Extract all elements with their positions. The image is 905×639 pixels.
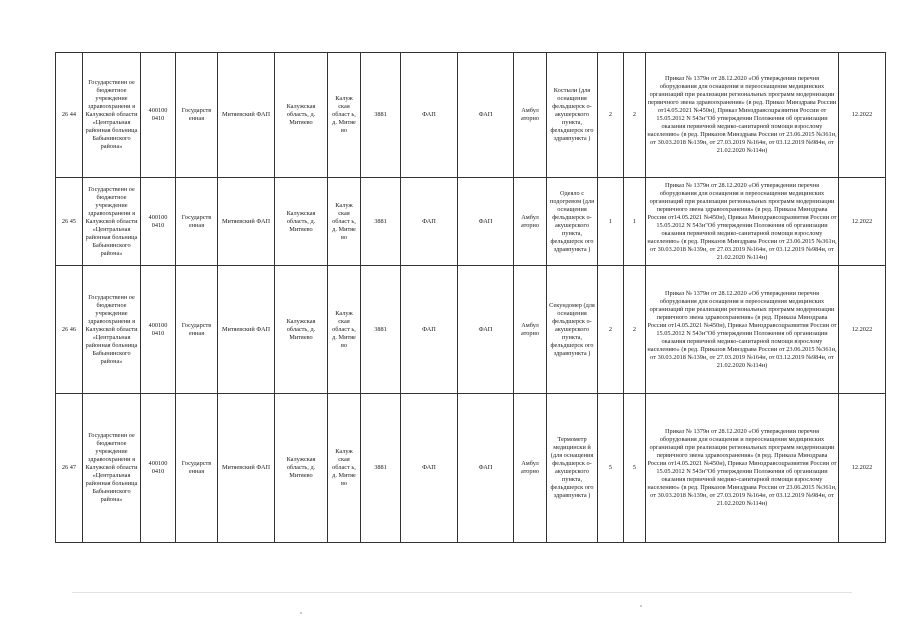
- facility-type-cell-2: ФАП: [458, 53, 514, 178]
- facility-type-cell: ФАП: [401, 394, 458, 543]
- care-form-cell: Амбул аторно: [514, 394, 547, 543]
- address-cell: Калужская область, д. Митяево: [275, 53, 328, 178]
- date-cell: 12.2022: [839, 394, 886, 543]
- basis-cell: Приказ № 1379н от 28.12.2020 «Об утверждении перечня оборудования для оснащения и переоснащения медицинских организаций при реализации региональных программ модернизации первичного звена здравоохранения» (в ред. Приказа Минздрава России от14.05.2021 №450н), Приказ Минздравсоцразвития России от 15.05.2012 N 543н"Об утверждении Положения об организации оказания первичной медико-санитарной помощи взрослому населению» (в ред. Приказов Минздрава России от 23.06.2015 №361н, от 30.03.2018 №139н, от 27.03.2019 №164н, от 03.12.2019 №984н, от 21.02.2020 №114н): [646, 178, 839, 266]
- number-cell: 3881: [361, 394, 401, 543]
- basis-cell: Приказ № 1379н от 28.12.2020 «Об утверждении перечня оборудования для оснащения и переоснащения медицинских организаций при реализации региональных программ модернизации первичного звена здравоохранения» (в ред. Приказа Минздрава России от14.05.2021 №450н), Приказ Минздравсоцразвития России от 15.05.2012 N 543н"Об утверждении Положения об организации оказания первичной медико-санитарной помощи взрослому населению» (в ред. Приказов Минздрава России от 23.06.2015 №361н, от 30.03.2018 №139н, от 27.03.2019 №164н, от 03.12.2019 №984н, от 21.02.2020 №114н): [646, 394, 839, 543]
- number-cell: 3881: [361, 266, 401, 394]
- table-row: [56, 394, 886, 543]
- organization-cell: Государственн ое бюджетное учреждение здравоохранени я Калужской области «Центральная районная больница Бабынинского района»: [83, 53, 141, 178]
- facility-cell: Митяевский ФАП: [218, 53, 275, 178]
- table-row: [56, 178, 886, 266]
- address-short-cell: Калуж ская област ь, д. Митяе во: [328, 178, 361, 266]
- row-number-cell: 26 45: [56, 178, 83, 266]
- ownership-cell: Государств енная: [176, 53, 218, 178]
- number-cell: 3881: [361, 53, 401, 178]
- care-form-cell: Амбул аторно: [514, 266, 547, 394]
- facility-cell: Митяевский ФАП: [218, 394, 275, 543]
- facility-cell: Митяевский ФАП: [218, 266, 275, 394]
- basis-cell: Приказ № 1379н от 28.12.2020 «Об утверждении перечня оборудования для оснащения и переоснащения медицинских организаций при реализации региональных программ модернизации первичного звена здравоохранения» (в ред. Приказа Минздрава России от14.05.2021 №450н), Приказ Минздравсоцразвития России от 15.05.2012 N 543н"Об утверждении Положения об организации оказания первичной медико-санитарной помощи взрослому населению» (в ред. Приказов Минздрава России от 23.06.2015 №361н, от 30.03.2018 №139н, от 27.03.2019 №164н, от 03.12.2019 №984н, от 21.02.2020 №114н): [646, 266, 839, 394]
- equipment-cell: Секундомер (для оснащения фельдшерск о- акушерского пункта, фельдшерск ого здравпункта ): [547, 266, 598, 394]
- date-cell: 12.2022: [839, 178, 886, 266]
- quantity-cell: 2: [598, 266, 624, 394]
- facility-cell: Митяевский ФАП: [218, 178, 275, 266]
- facility-type-cell-2: ФАП: [458, 178, 514, 266]
- ownership-cell: Государств енная: [176, 178, 218, 266]
- quantity-cell: 5: [598, 394, 624, 543]
- ownership-cell: Государств енная: [176, 394, 218, 543]
- scan-artifact-line: [72, 592, 852, 593]
- quantity-cell-2: 5: [624, 394, 646, 543]
- row-number-cell: 26 47: [56, 394, 83, 543]
- organization-cell: Государственн ое бюджетное учреждение здравоохранени я Калужской области «Центральная районная больница Бабынинского района»: [83, 394, 141, 543]
- facility-type-cell: ФАП: [401, 178, 458, 266]
- date-cell: 12.2022: [839, 266, 886, 394]
- address-cell: Калужская область, д. Митяево: [275, 266, 328, 394]
- row-number-cell: 26 46: [56, 266, 83, 394]
- facility-type-cell-2: ФАП: [458, 394, 514, 543]
- quantity-cell-2: 2: [624, 266, 646, 394]
- date-cell: 12.2022: [839, 53, 886, 178]
- code-cell: 400100 0410: [141, 266, 176, 394]
- row-number-cell: 26 44: [56, 53, 83, 178]
- address-short-cell: Калуж ская област ь, д. Митяе во: [328, 394, 361, 543]
- care-form-cell: Амбул аторно: [514, 178, 547, 266]
- care-form-cell: Амбул аторно: [514, 53, 547, 178]
- code-cell: 400100 0410: [141, 394, 176, 543]
- address-cell: Калужская область, д. Митяево: [275, 394, 328, 543]
- address-short-cell: Калуж ская област ь, д. Митяе во: [328, 266, 361, 394]
- table-row: [56, 53, 886, 178]
- facility-type-cell: ФАП: [401, 266, 458, 394]
- number-cell: 3881: [361, 178, 401, 266]
- scan-speck: [300, 612, 302, 614]
- table-row: [56, 266, 886, 394]
- address-cell: Калужская область, д. Митяево: [275, 178, 328, 266]
- basis-cell: Приказ № 1379н от 28.12.2020 «Об утверждении перечня оборудования для оснащения и переоснащения медицинских организаций при реализации региональных программ модернизации первичного звена здравоохранения» (в ред. Приказ Минздрава России от14.05.2021 №450н), Приказ Минздравсоцразвития России от 15.05.2012 N 543н"Об утверждении Положения об организации оказания первичной медико-санитарной помощи взрослому населению» (в ред. Приказов Минздрава России от 23.06.2015 №361н, от 30.03.2018 №139н, от 27.03.2019 №164н, от 03.12.2019 №984н, от 21.02.2020 №114н): [646, 53, 839, 178]
- quantity-cell: 2: [598, 53, 624, 178]
- organization-cell: Государственн ое бюджетное учреждение здравоохранени я Калужской области «Центральная районная больница Бабынинского района»: [83, 178, 141, 266]
- ownership-cell: Государств енная: [176, 266, 218, 394]
- quantity-cell-2: 1: [624, 178, 646, 266]
- organization-cell: Государственн ое бюджетное учреждение здравоохранени я Калужской области «Центральная районная больница Бабынинского района»: [83, 266, 141, 394]
- facility-type-cell: ФАП: [401, 53, 458, 178]
- quantity-cell: 1: [598, 178, 624, 266]
- equipment-cell: Одеяло с подогревом (для оснащения фельдшерск о- акушерского пункта, фельдшерск ого здравпункта ): [547, 178, 598, 266]
- scan-speck: [640, 605, 642, 607]
- equipment-cell: Костыли (для оснащения фельдшерск о- акушерского пункта, фельдшерск ого здравпункта ): [547, 53, 598, 178]
- address-short-cell: Калуж ская област ь, д. Митяе во: [328, 53, 361, 178]
- facility-type-cell-2: ФАП: [458, 266, 514, 394]
- code-cell: 400100 0410: [141, 53, 176, 178]
- code-cell: 400100 0410: [141, 178, 176, 266]
- quantity-cell-2: 2: [624, 53, 646, 178]
- equipment-cell: Термометр медицински й (для оснащения фельдшерск о- акушерского пункта, фельдшерск ого здравпункта ): [547, 394, 598, 543]
- equipment-register-table: [55, 52, 886, 543]
